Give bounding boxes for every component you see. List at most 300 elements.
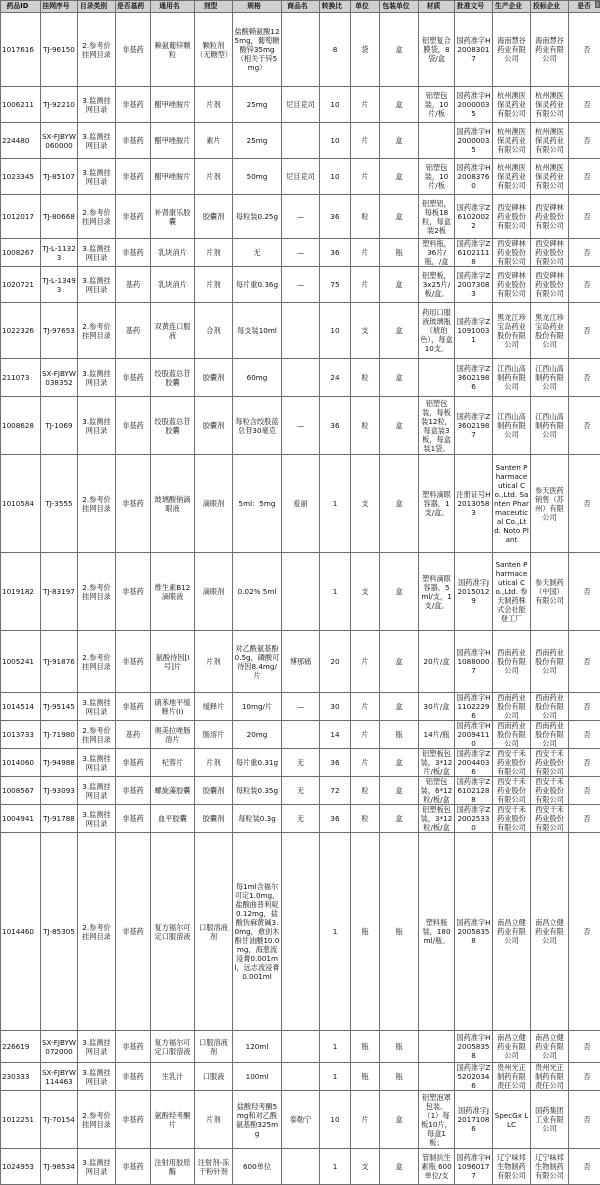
table-cell[interactable]: 10 <box>320 159 351 195</box>
table-cell[interactable]: 20 <box>320 631 351 693</box>
table-cell[interactable]: 1 <box>320 1149 351 1185</box>
table-cell[interactable]: 滴眼剂 <box>195 553 233 631</box>
table-cell[interactable]: 瓶 <box>380 239 419 267</box>
table-cell[interactable] <box>282 833 320 1031</box>
table-cell[interactable]: 西南药业股份有限公司 <box>493 693 531 721</box>
table-cell[interactable] <box>282 1149 320 1185</box>
table-cell[interactable]: 1014460 <box>1 833 41 1031</box>
table-cell[interactable]: 非基药 <box>116 1091 151 1149</box>
table-cell[interactable]: 辽宁味邦生物制药有限公司 <box>493 1149 531 1185</box>
table-cell[interactable]: 100ml <box>233 1063 282 1091</box>
table-cell[interactable]: 1008628 <box>1 397 41 455</box>
table-cell[interactable]: 西南药业股份有限公司 <box>531 721 569 749</box>
table-cell[interactable]: TJ-83197 <box>41 553 78 631</box>
table-cell[interactable]: 药用口服液玻璃瓶（琥珀色），每盒10支。 <box>419 303 455 359</box>
table-cell[interactable]: 素片 <box>195 123 233 159</box>
table-cell[interactable]: 对乙酰氨基酚0.5g，磷酸可待因8.4mg/片 <box>233 631 282 693</box>
table-cell[interactable]: 绞股蓝总苷胶囊 <box>151 359 195 397</box>
table-cell[interactable]: — <box>282 195 320 239</box>
table-cell[interactable]: 3.监测挂网目录 <box>78 267 116 303</box>
table-cell[interactable]: 每支装10ml <box>233 303 282 359</box>
table-cell[interactable]: 盒 <box>380 87 419 123</box>
table-cell[interactable]: 国药准字H20083760 <box>455 159 493 195</box>
column-header[interactable] <box>151 1 195 13</box>
table-cell[interactable]: 120ml <box>233 1031 282 1063</box>
table-cell[interactable]: 非基药 <box>116 455 151 553</box>
table-cell[interactable]: 否 <box>569 777 600 805</box>
table-cell[interactable]: 国药准字Z61021288 <box>455 777 493 805</box>
table-cell[interactable]: 否 <box>569 833 600 1031</box>
table-cell[interactable]: 螺旋藻胶囊 <box>151 777 195 805</box>
table-cell[interactable]: 胶囊剂 <box>195 397 233 455</box>
table-cell[interactable]: 36 <box>320 195 351 239</box>
table-cell[interactable]: 乳块消片 <box>151 267 195 303</box>
table-cell[interactable]: 非基药 <box>116 359 151 397</box>
table-cell[interactable]: 杭州澳医保灵药业有限公司 <box>531 87 569 123</box>
table-cell[interactable]: 乳块消片 <box>151 239 195 267</box>
table-cell[interactable]: 5ml：5mg <box>233 455 282 553</box>
table-cell[interactable]: 缓释片 <box>195 693 233 721</box>
table-cell[interactable]: 非基药 <box>116 833 151 1031</box>
table-cell[interactable]: 复方福尔可定口服溶液 <box>151 833 195 1031</box>
table-cell[interactable]: 否 <box>569 87 600 123</box>
table-cell[interactable]: 否 <box>569 631 600 693</box>
table-cell[interactable]: 国药准字J20171086 <box>455 1091 493 1149</box>
table-cell[interactable]: 1013733 <box>1 721 41 749</box>
table-cell[interactable]: 口服溶液剂 <box>195 833 233 1031</box>
table-cell[interactable]: 盒 <box>380 13 419 87</box>
table-cell[interactable]: 片 <box>351 631 380 693</box>
column-header[interactable] <box>455 1 493 13</box>
table-cell[interactable]: 10 <box>320 87 351 123</box>
table-cell[interactable] <box>282 553 320 631</box>
table-cell[interactable]: 3.监测挂网目录 <box>78 777 116 805</box>
table-cell[interactable]: 片剂 <box>195 267 233 303</box>
column-header[interactable] <box>41 1 78 13</box>
table-cell[interactable]: 8 <box>320 13 351 87</box>
table-cell[interactable]: 西安千禾药业股份有限公司 <box>493 777 531 805</box>
table-cell[interactable]: 国药准字Z61020022 <box>455 195 493 239</box>
table-cell[interactable]: 片 <box>351 1091 380 1149</box>
table-cell[interactable]: 西安碑林药业股份有限公司 <box>531 239 569 267</box>
table-cell[interactable]: 瓶 <box>380 1031 419 1063</box>
table-cell[interactable]: 否 <box>569 1091 600 1149</box>
table-cell[interactable]: 否 <box>569 239 600 267</box>
table-cell[interactable] <box>419 359 455 397</box>
table-cell[interactable]: 贵州光正制药有限责任公司 <box>531 1063 569 1091</box>
table-cell[interactable]: 海南慧谷药业有限公司 <box>493 13 531 87</box>
table-cell[interactable]: 1010584 <box>1 455 41 553</box>
table-cell[interactable]: 爱丽 <box>282 455 320 553</box>
table-cell[interactable]: 杭州澳医保灵药业有限公司 <box>531 159 569 195</box>
table-cell[interactable]: TJ-91788 <box>41 805 78 833</box>
table-cell[interactable]: 醋甲唑胺片 <box>151 87 195 123</box>
table-cell[interactable]: 铝塑板包装，3*12片/板/盒 <box>419 749 455 777</box>
table-cell[interactable]: 1 <box>320 1031 351 1063</box>
table-cell[interactable]: 36 <box>320 805 351 833</box>
table-cell[interactable]: 杭州澳医保灵药业有限公司 <box>531 123 569 159</box>
table-cell[interactable]: 3.监测挂网目录 <box>78 239 116 267</box>
table-cell[interactable]: 1014060 <box>1 749 41 777</box>
table-cell[interactable]: 醋甲唑胺片 <box>151 123 195 159</box>
table-cell[interactable]: 补肾康乐胶囊 <box>151 195 195 239</box>
table-cell[interactable]: 75 <box>320 267 351 303</box>
table-cell[interactable]: 国药集团工业有限公司 <box>531 1091 569 1149</box>
table-cell[interactable]: 20片/盒 <box>419 631 455 693</box>
table-cell[interactable]: 铝塑包装，6*12粒/板/盒 <box>419 777 455 805</box>
table-cell[interactable]: 2.参考价挂网目录 <box>78 195 116 239</box>
table-cell[interactable]: 杭州澳医保灵药业有限公司 <box>493 159 531 195</box>
table-cell[interactable]: 非基药 <box>116 777 151 805</box>
table-cell[interactable]: 国药准字Z20025330 <box>455 805 493 833</box>
table-cell[interactable]: 支 <box>351 303 380 359</box>
table-cell[interactable]: 铝塑板，3x25片/板/盒。 <box>419 267 455 303</box>
table-cell[interactable]: 226619 <box>1 1031 41 1063</box>
table-cell[interactable]: TJ-97653 <box>41 303 78 359</box>
table-cell[interactable]: 片剂 <box>195 87 233 123</box>
table-cell[interactable]: 血平胶囊 <box>151 805 195 833</box>
table-cell[interactable]: 30片/盒 <box>419 693 455 721</box>
table-cell[interactable]: 1 <box>320 553 351 631</box>
table-cell[interactable]: 国药准字J20150129 <box>455 553 493 631</box>
table-cell[interactable]: 否 <box>569 13 600 87</box>
table-cell[interactable]: 瓶 <box>380 721 419 749</box>
table-cell[interactable]: 铝塑包装，10片/板 <box>419 159 455 195</box>
column-header[interactable] <box>380 1 419 13</box>
table-cell[interactable]: 224480 <box>1 123 41 159</box>
table-cell[interactable]: 粒 <box>351 397 380 455</box>
table-cell[interactable]: 硝苯地平缓释片(I) <box>151 693 195 721</box>
table-cell[interactable]: TJ-71980 <box>41 721 78 749</box>
table-cell[interactable]: 否 <box>569 397 600 455</box>
table-cell[interactable]: 双黄连口服液 <box>151 303 195 359</box>
table-cell[interactable]: 片 <box>351 239 380 267</box>
table-cell[interactable] <box>282 721 320 749</box>
table-cell[interactable]: 1 <box>320 455 351 553</box>
column-header[interactable] <box>531 1 569 13</box>
table-cell[interactable]: 盒 <box>380 123 419 159</box>
table-cell[interactable]: 非基药 <box>116 13 151 87</box>
table-cell[interactable]: 注射用胶原酶 <box>151 1149 195 1185</box>
table-cell[interactable]: 复方福尔可定口服溶液 <box>151 1031 195 1063</box>
table-cell[interactable]: TJ-95145 <box>41 693 78 721</box>
table-cell[interactable]: 2.参考价挂网目录 <box>78 455 116 553</box>
table-cell[interactable]: 非基药 <box>116 1031 151 1063</box>
table-cell[interactable]: 支 <box>351 553 380 631</box>
table-cell[interactable]: 1008267 <box>1 239 41 267</box>
table-cell[interactable]: 肠溶片 <box>195 721 233 749</box>
table-cell[interactable]: 黑龙江珍宝岛药业股份有限公司 <box>493 303 531 359</box>
table-cell[interactable]: 国药准字Z52020346 <box>455 1063 493 1091</box>
table-cell[interactable]: 片 <box>351 721 380 749</box>
table-cell[interactable]: 颗粒剂（无糖型） <box>195 13 233 87</box>
table-cell[interactable]: 西南药业股份有限公司 <box>531 631 569 693</box>
table-cell[interactable]: 粒 <box>351 805 380 833</box>
table-cell[interactable]: 瓶 <box>351 1031 380 1063</box>
table-cell[interactable]: SX-FJBYW114463 <box>41 1063 78 1091</box>
table-cell[interactable]: 铝塑包装，10片/板 <box>419 87 455 123</box>
column-header[interactable] <box>78 1 116 13</box>
table-cell[interactable]: 氨酚羟考酮片 <box>151 1091 195 1149</box>
table-cell[interactable]: 盒 <box>380 397 419 455</box>
column-header[interactable] <box>233 1 282 13</box>
table-cell[interactable]: 非基药 <box>116 553 151 631</box>
table-cell[interactable]: 博那痛 <box>282 631 320 693</box>
table-cell[interactable]: 西安千禾药业股份有限公司 <box>531 805 569 833</box>
table-cell[interactable]: 盒 <box>380 749 419 777</box>
table-cell[interactable]: 奥美拉唑肠溶片 <box>151 721 195 749</box>
table-cell[interactable]: 江西山高制药有限公司 <box>531 359 569 397</box>
table-cell[interactable]: Santen Pharmaceutical Co.,Ltd. Santen Pharmaceutical Co.,Ltd. Noto Plant <box>493 455 531 553</box>
table-cell[interactable]: 泰勒宁 <box>282 1091 320 1149</box>
table-cell[interactable]: 3.监测挂网目录 <box>78 123 116 159</box>
table-cell[interactable]: 西南药业股份有限公司 <box>493 631 531 693</box>
table-cell[interactable]: 塑料滴眼容器，5ml/支，1支/盒。 <box>419 553 455 631</box>
table-cell[interactable]: 3.监测挂网目录 <box>78 359 116 397</box>
table-cell[interactable]: 每粒装0.25g <box>233 195 282 239</box>
table-cell[interactable]: 60mg <box>233 359 282 397</box>
table-cell[interactable]: 西安碑林药业股份有限公司 <box>531 267 569 303</box>
table-cell[interactable]: 非基药 <box>116 239 151 267</box>
table-cell[interactable]: 国药准字H20083017 <box>455 13 493 87</box>
table-cell[interactable]: 10mg/片 <box>233 693 282 721</box>
table-cell[interactable]: TJ-85305 <box>41 833 78 1031</box>
column-header[interactable] <box>351 1 380 13</box>
table-cell[interactable]: 绞股蓝总苷胶囊 <box>151 397 195 455</box>
table-cell[interactable]: 非基药 <box>116 1149 151 1185</box>
table-cell[interactable]: 西安千禾药业股份有限公司 <box>531 749 569 777</box>
table-cell[interactable]: 每粒装0.35g <box>233 777 282 805</box>
table-cell[interactable]: 2.参考价挂网目录 <box>78 553 116 631</box>
table-cell[interactable]: 南昌立健药业有限公司 <box>493 1031 531 1063</box>
table-cell[interactable] <box>282 303 320 359</box>
table-cell[interactable]: 否 <box>569 721 600 749</box>
table-cell[interactable]: 国药准字H20000035 <box>455 87 493 123</box>
table-cell[interactable]: 南昌立健药业有限公司 <box>531 833 569 1031</box>
table-cell[interactable]: 否 <box>569 159 600 195</box>
table-cell[interactable]: 注册证号H20130583 <box>455 455 493 553</box>
table-cell[interactable]: 西安碑林药业股份有限公司 <box>493 239 531 267</box>
column-header[interactable] <box>569 1 600 13</box>
table-cell[interactable]: TJ-3555 <box>41 455 78 553</box>
table-cell[interactable]: 非基药 <box>116 123 151 159</box>
table-cell[interactable]: 14 <box>320 721 351 749</box>
table-cell[interactable]: TJ-70154 <box>41 1091 78 1149</box>
table-cell[interactable]: 24 <box>320 359 351 397</box>
table-cell[interactable]: 尼目克司 <box>282 159 320 195</box>
table-cell[interactable]: 盒 <box>380 303 419 359</box>
table-cell[interactable]: 盒 <box>380 159 419 195</box>
table-cell[interactable]: 辽宁味邦生物制药有限公司 <box>531 1149 569 1185</box>
table-cell[interactable]: TJ-91876 <box>41 631 78 693</box>
table-cell[interactable]: 杭州澳医保灵药业有限公司 <box>493 87 531 123</box>
table-cell[interactable]: 国药准字H10880007 <box>455 631 493 693</box>
table-cell[interactable]: 参天制药（中国）有限公司 <box>531 553 569 631</box>
table-cell[interactable]: 否 <box>569 123 600 159</box>
table-cell[interactable]: 铝塑板包装，3*12粒/板/盒 <box>419 805 455 833</box>
table-cell[interactable]: 非基药 <box>116 87 151 123</box>
table-cell[interactable]: 0.02% 5ml <box>233 553 282 631</box>
table-cell[interactable]: 西安千禾药业股份有限公司 <box>493 749 531 777</box>
table-cell[interactable]: — <box>282 267 320 303</box>
table-cell[interactable]: 1014514 <box>1 693 41 721</box>
table-cell[interactable]: 否 <box>569 805 600 833</box>
table-cell[interactable]: 600单位 <box>233 1149 282 1185</box>
table-cell[interactable]: 否 <box>569 267 600 303</box>
table-cell[interactable]: 西安千禾药业股份有限公司 <box>493 805 531 833</box>
table-cell[interactable]: 1006211 <box>1 87 41 123</box>
table-cell[interactable]: 国药准字Z36021987 <box>455 397 493 455</box>
table-cell[interactable]: SX-FJBYW060000 <box>41 123 78 159</box>
table-cell[interactable]: 胶囊剂 <box>195 195 233 239</box>
table-cell[interactable]: 3.监测挂网目录 <box>78 397 116 455</box>
table-cell[interactable]: 盒 <box>380 1091 419 1149</box>
table-cell[interactable]: 每1ml含福尔可定1.0mg，盐酸曲普利啶0.12mg，盐酸伪麻黄碱3.0mg，愈创木酚甘油醚10.0mg，海葱流浸膏0.001ml，远志流浸膏0.001ml <box>233 833 282 1031</box>
table-cell[interactable]: 否 <box>569 1063 600 1091</box>
table-cell[interactable]: 粒 <box>351 777 380 805</box>
table-cell[interactable] <box>282 13 320 87</box>
table-cell[interactable]: Santen Pharmaceutical Co.,Ltd. 参天制药株式会社能登工厂 <box>493 553 531 631</box>
table-cell[interactable]: 氨酚待因[Ⅰ号]片 <box>151 631 195 693</box>
table-cell[interactable]: 盒 <box>380 693 419 721</box>
table-cell[interactable]: 西安碑林药业股份有限公司 <box>531 195 569 239</box>
table-cell[interactable]: 盒 <box>380 359 419 397</box>
table-cell[interactable]: 每粒含绞股蓝总苷30毫克 <box>233 397 282 455</box>
table-cell[interactable]: 盒 <box>380 267 419 303</box>
table-cell[interactable]: 否 <box>569 359 600 397</box>
table-cell[interactable]: TJ-92210 <box>41 87 78 123</box>
table-cell[interactable]: 36 <box>320 749 351 777</box>
table-cell[interactable]: 杭州澳医保灵药业有限公司 <box>493 123 531 159</box>
table-cell[interactable]: 铝塑复合膜袋，8袋/盒 <box>419 13 455 87</box>
table-cell[interactable]: 1017616 <box>1 13 41 87</box>
table-cell[interactable]: 非基药 <box>116 397 151 455</box>
table-cell[interactable]: 否 <box>569 749 600 777</box>
table-cell[interactable]: 江西山高制药有限公司 <box>493 397 531 455</box>
table-cell[interactable]: 盒 <box>380 455 419 553</box>
table-cell[interactable]: 口服液 <box>195 1063 233 1091</box>
table-cell[interactable]: 黑龙江珍宝岛药业股份有限公司 <box>531 303 569 359</box>
table-cell[interactable]: 塑料瓶装，180ml/瓶。 <box>419 833 455 1031</box>
table-cell[interactable]: 滴眼剂 <box>195 455 233 553</box>
table-cell[interactable]: TJ-98534 <box>41 1149 78 1185</box>
table-cell[interactable]: 片剂 <box>195 1091 233 1149</box>
table-cell[interactable]: 3.监测挂网目录 <box>78 1149 116 1185</box>
table-cell[interactable]: 国药准字H20058358 <box>455 833 493 1031</box>
table-cell[interactable]: 20mg <box>233 721 282 749</box>
table-cell[interactable]: — <box>282 397 320 455</box>
table-cell[interactable]: 尼目克司 <box>282 87 320 123</box>
table-cell[interactable] <box>282 359 320 397</box>
table-cell[interactable]: 口服溶液剂 <box>195 1031 233 1063</box>
table-cell[interactable]: 塑料滴眼容器，1支/盒。 <box>419 455 455 553</box>
table-cell[interactable]: TJ-94988 <box>41 749 78 777</box>
table-cell[interactable]: 片剂 <box>195 749 233 777</box>
table-cell[interactable]: 2.参考价挂网目录 <box>78 13 116 87</box>
table-cell[interactable]: 10 <box>320 303 351 359</box>
table-cell[interactable]: 3.监测挂网目录 <box>78 749 116 777</box>
table-cell[interactable]: 基药 <box>116 267 151 303</box>
table-cell[interactable]: 国药准字H20094110 <box>455 721 493 749</box>
table-cell[interactable]: 基药 <box>116 303 151 359</box>
table-cell[interactable]: 南昌立健药业有限公司 <box>493 833 531 1031</box>
table-cell[interactable]: 非基药 <box>116 631 151 693</box>
table-cell[interactable]: 否 <box>569 455 600 553</box>
table-cell[interactable]: 国药准字Z36021986 <box>455 359 493 397</box>
column-header[interactable] <box>1 1 41 13</box>
table-cell[interactable]: 注射剂-冻干粉针剂 <box>195 1149 233 1185</box>
table-cell[interactable]: 否 <box>569 303 600 359</box>
table-cell[interactable]: 2.参考价挂网目录 <box>78 721 116 749</box>
table-cell[interactable]: 1012251 <box>1 1091 41 1149</box>
table-cell[interactable]: 1008567 <box>1 777 41 805</box>
table-cell[interactable]: 1012017 <box>1 195 41 239</box>
table-cell[interactable]: 国药准字H10960177 <box>455 1149 493 1185</box>
table-cell[interactable]: 国药准字H20058358 <box>455 1031 493 1063</box>
table-cell[interactable]: 1022326 <box>1 303 41 359</box>
table-cell[interactable]: 每片重0.31g <box>233 749 282 777</box>
table-cell[interactable]: 铝塑铝，每板18粒，每盒装2板 <box>419 195 455 239</box>
table-cell[interactable] <box>282 123 320 159</box>
table-cell[interactable]: 14片/瓶 <box>419 721 455 749</box>
table-cell[interactable]: 盒 <box>380 777 419 805</box>
table-cell[interactable]: 国药准字Z20044036 <box>455 749 493 777</box>
table-cell[interactable]: 1019182 <box>1 553 41 631</box>
column-header[interactable] <box>419 1 455 13</box>
table-cell[interactable]: 瓶 <box>380 833 419 1031</box>
table-cell[interactable]: 25mg <box>233 123 282 159</box>
table-cell[interactable]: TJ-93093 <box>41 777 78 805</box>
table-cell[interactable]: 国药准字H20000035 <box>455 123 493 159</box>
table-cell[interactable]: — <box>282 693 320 721</box>
table-cell[interactable]: 支 <box>351 1149 380 1185</box>
table-cell[interactable]: 盒 <box>380 805 419 833</box>
table-cell[interactable]: 非基药 <box>116 195 151 239</box>
table-cell[interactable]: 西南药业股份有限公司 <box>531 693 569 721</box>
table-cell[interactable]: 粒 <box>351 359 380 397</box>
table-cell[interactable]: 片剂 <box>195 159 233 195</box>
table-cell[interactable]: 2.参考价挂网目录 <box>78 1091 116 1149</box>
table-cell[interactable]: 无 <box>282 749 320 777</box>
table-cell[interactable] <box>419 1031 455 1063</box>
table-cell[interactable]: TJ-80668 <box>41 195 78 239</box>
table-cell[interactable]: 1 <box>320 833 351 1031</box>
table-cell[interactable]: 瓶 <box>380 1063 419 1091</box>
table-cell[interactable]: 非基药 <box>116 693 151 721</box>
table-cell[interactable]: 盒 <box>380 1149 419 1185</box>
table-cell[interactable]: TJ-85107 <box>41 159 78 195</box>
table-cell[interactable]: 2.参考价挂网目录 <box>78 833 116 1031</box>
table-cell[interactable]: 非基药 <box>116 805 151 833</box>
table-cell[interactable]: 否 <box>569 195 600 239</box>
column-header[interactable] <box>116 1 151 13</box>
table-cell[interactable]: 211073 <box>1 359 41 397</box>
table-cell[interactable]: 盐酸赖氨酸125mg，葡萄糖酸锌35mg（相关于锌5mg） <box>233 13 282 87</box>
table-cell[interactable]: 片 <box>351 159 380 195</box>
table-cell[interactable]: 2.参考价挂网目录 <box>78 631 116 693</box>
table-cell[interactable]: 生乳汁 <box>151 1063 195 1091</box>
table-cell[interactable] <box>419 123 455 159</box>
table-cell[interactable]: 江西山高制药有限公司 <box>493 359 531 397</box>
table-cell[interactable]: 袋 <box>351 13 380 87</box>
table-cell[interactable]: 否 <box>569 1031 600 1063</box>
table-cell[interactable]: 支 <box>351 455 380 553</box>
table-cell[interactable]: 赖氨葡锌颗粒 <box>151 13 195 87</box>
table-cell[interactable]: 1024953 <box>1 1149 41 1185</box>
table-cell[interactable]: 否 <box>569 693 600 721</box>
table-cell[interactable]: 片剂 <box>195 631 233 693</box>
table-cell[interactable]: 胶囊剂 <box>195 777 233 805</box>
